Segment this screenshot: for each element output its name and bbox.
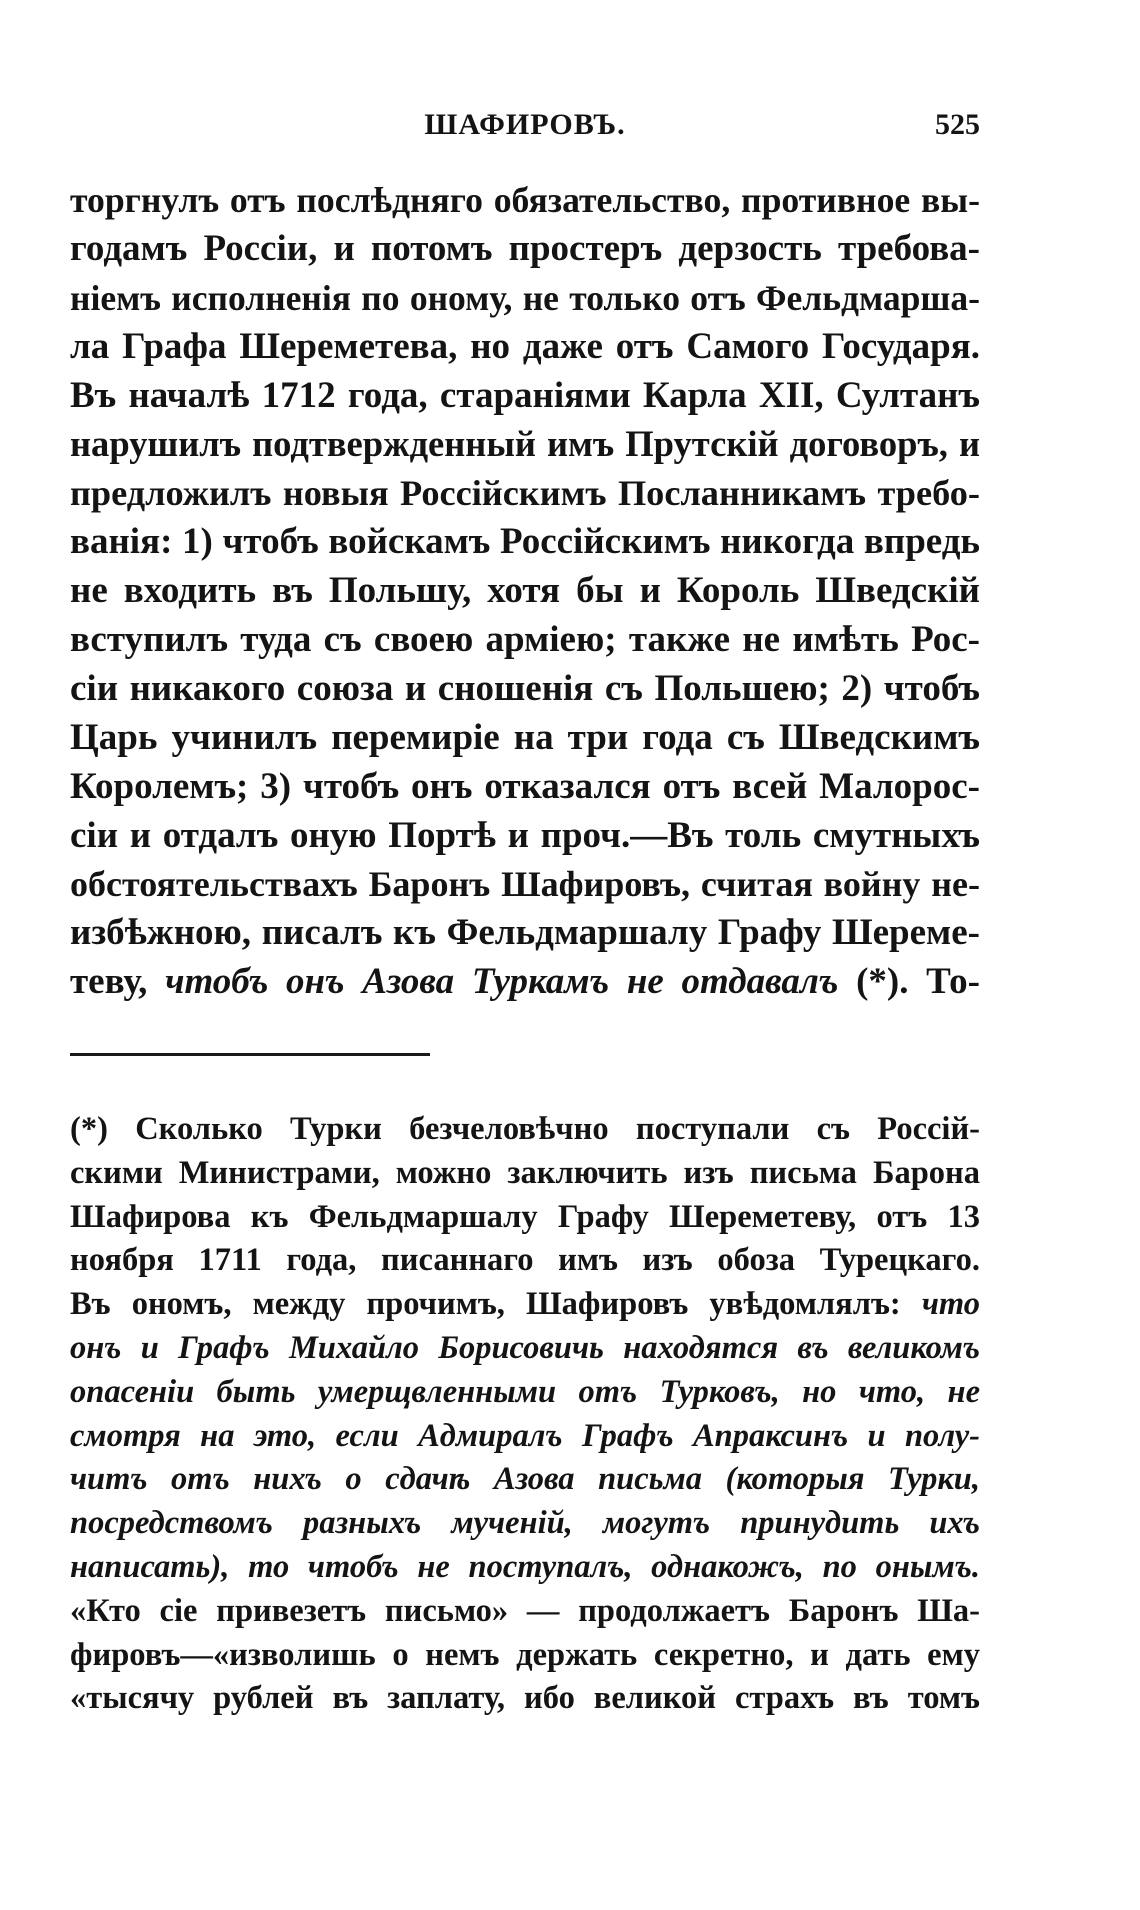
footnote-line [70, 1239, 980, 1283]
main-text-line [70, 909, 980, 958]
line-text: торгнулъ отъ послѣдняго обязательство, противное вы- [70, 180, 980, 220]
line-text: Царь учинилъ перемиріе на три года съ Шведскимъ [70, 716, 980, 758]
footnote-separator-rule [70, 1053, 430, 1056]
main-text-line [70, 812, 980, 861]
line-italic-text: написать), то чтобъ не поступалъ, однакожъ, по онымъ. [70, 1548, 980, 1585]
line-text: Въ ономъ, между прочимъ, Шафировъ увѣдомлялъ: [70, 1286, 922, 1323]
line-text: сіи никакого союза и сношенія съ Польшею; 2) чтобъ [70, 667, 980, 709]
main-text-line [70, 958, 980, 1007]
line-text: не входить въ Польшу, хотя бы и Король Шведскій [70, 570, 980, 612]
main-text-line [70, 225, 980, 274]
footnote-line [70, 1152, 980, 1196]
main-text-line [70, 323, 980, 372]
footnote-line [70, 1502, 980, 1546]
main-text-line [70, 860, 980, 909]
line-text: ла Графа Шереметева, но даже отъ Самого Государя. [70, 325, 980, 367]
page-number: 525 [935, 108, 980, 141]
footnote-line [70, 1677, 980, 1721]
main-text-line [70, 518, 980, 567]
line-text: нарушилъ подтвержденный имъ Прутскій договоръ, и [70, 423, 980, 465]
footnote-line [70, 1415, 980, 1459]
main-text-block [70, 176, 980, 1007]
main-text-line [70, 665, 980, 714]
line-text: Королемъ; 3) чтобъ онъ отказался отъ всей Малорос- [70, 765, 980, 807]
line-text: «Кто сіе привезетъ письмо» — продолжаетъ Баронъ Ша- [70, 1592, 980, 1629]
main-text-line [70, 372, 980, 421]
line-italic-text: чтобъ онъ Азова Туркамъ не отдавалъ [165, 961, 839, 1003]
line-italic-text: опасеніи быть умерщвленными отъ Турковъ, но что, не [70, 1373, 980, 1410]
footnote-line [70, 1196, 980, 1240]
footnote-line [70, 1108, 980, 1152]
line-text: теву, [70, 961, 166, 1003]
footnote-line [70, 1371, 980, 1415]
line-italic-text: читъ отъ нихъ о сдачѣ Азова письма (которыя Турки, [70, 1461, 980, 1498]
line-text: фировъ—«изволишь о немъ держать секретно, и дать ему [70, 1636, 980, 1673]
footnote-line [70, 1590, 980, 1634]
line-text: сіи и отдалъ оную Портѣ и проч.—Въ толь смутныхъ [70, 814, 980, 856]
main-text-line [70, 567, 980, 616]
footnote-line [70, 1283, 980, 1327]
line-text: Въ началѣ 1712 года, стараніями Карла XII, Султанъ [70, 374, 980, 416]
line-text: годамъ Россіи, и потомъ простеръ дерзость требова- [70, 227, 980, 269]
main-text-line [70, 616, 980, 665]
line-text: избѣжною, писалъ къ Фельдмаршалу Графу Шереме- [70, 912, 980, 954]
line-italic-text: посредствомъ разныхъ мученій, могутъ принудить ихъ [70, 1505, 980, 1542]
line-text: «тысячу рублей въ заплату, ибо великой страхъ въ томъ [70, 1680, 980, 1717]
line-text: ніемъ исполненія по оному, не только отъ Фельдмарша- [70, 277, 980, 318]
main-text-line [70, 274, 980, 323]
footnote-block [70, 1108, 980, 1721]
main-text-line [70, 176, 980, 225]
line-italic-text: что [921, 1286, 980, 1323]
line-text: предложилъ новыя Россійскимъ Посланникамъ требо- [70, 473, 980, 514]
main-text-line [70, 763, 980, 812]
line-text: ноября 1711 года, писаннаго имъ изъ обоза Турецкаго. [70, 1242, 980, 1279]
line-text: (*) Сколько Турки безчеловѣчно поступали съ Россій- [70, 1111, 980, 1147]
footnote-line [70, 1546, 980, 1590]
footnote-line [70, 1458, 980, 1502]
line-text: Шафирова къ Фельдмаршалу Графу Шереметеву, отъ 13 [70, 1198, 980, 1235]
line-italic-text: онъ и Графъ Михайло Борисовичь находятся въ великомъ [70, 1329, 980, 1366]
main-text-line [70, 714, 980, 763]
line-text: ванія: 1) чтобъ войскамъ Россійскимъ никогда впредь [70, 521, 980, 563]
main-text-line [70, 420, 980, 469]
line-text: скими Министрами, можно заключить изъ письма Барона [70, 1154, 980, 1191]
line-text: вступилъ туда съ своею арміею; также не имѣть Рос- [70, 619, 980, 661]
line-trailing-text: (*). То- [838, 961, 980, 1003]
line-text: обстоятельствахъ Баронъ Шафировъ, считая войну не- [70, 864, 980, 905]
footnote-line [70, 1634, 980, 1678]
page-header [70, 108, 980, 148]
running-title: ШАФИРОВЪ. [424, 108, 626, 141]
footnote-line [70, 1327, 980, 1371]
main-text-line [70, 469, 980, 518]
line-italic-text: смотря на это, если Адмиралъ Графъ Апраксинъ и полу- [70, 1417, 980, 1454]
